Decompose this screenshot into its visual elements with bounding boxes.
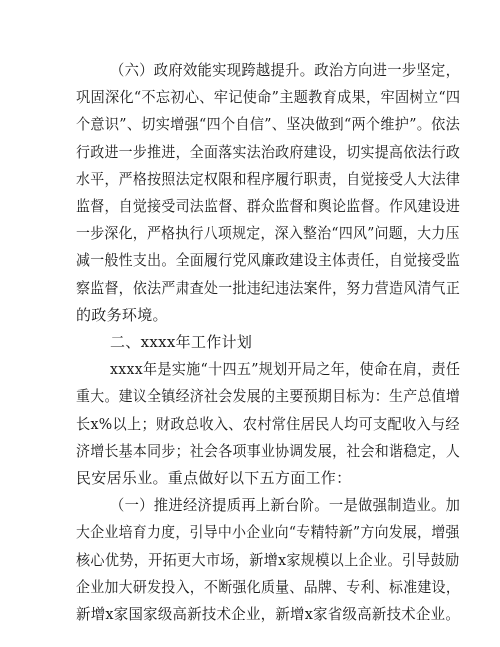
section-heading: 二、xxxx年工作计划	[110, 333, 253, 351]
paragraph-line: 大企业培育力度，引导中小企业向“专精特新”方向发展，增强	[76, 523, 460, 542]
paragraph-line: 一步深化，严格执行八项规定，深入整治“四风”问题，大力压	[76, 224, 460, 243]
paragraph-line: （一）推进经济提质再上新台阶。一是做强制造业。加	[110, 496, 461, 515]
paragraph-line: 巩固深化“不忘初心、牢记使命”主题教育成果，牢固树立“四	[76, 88, 461, 107]
paragraph-line: 察监督，依法严肃查处一批违纪违法案件，努力营造风清气正	[76, 278, 461, 297]
paragraph-line: 的政务环境。	[76, 305, 168, 324]
paragraph-line: 监督，自觉接受司法监督、群众监督和舆论监督。作风建设进	[76, 197, 461, 215]
paragraph-line: 减一般性支出。全面履行党风廉政建设主体责任，自觉接受监	[76, 251, 461, 270]
paragraph-line: （六）政府效能实现跨越提升。政治方向进一步坚定，	[110, 61, 461, 79]
paragraph-line: 行政进一步推进，全面落实法治政府建设，切实提高依法行政	[76, 142, 461, 161]
paragraph-line: 企业加大研发投入，不断强化质量、品牌、专利、标准建设，	[76, 577, 461, 596]
paragraph-line: 济增长基本同步；社会各项事业协调发展，社会和谐稳定，人	[76, 441, 461, 460]
paragraph-line: 核心优势，开拓更大市场，新增x家规模以上企业。引导鼓励	[76, 550, 460, 569]
paragraph-line: 长x%以上；财政总收入、农村常住居民人均可支配收入与经	[76, 414, 460, 433]
paragraph-line: 新增x家国家级高新技术企业，新增x家省级高新技术企业。	[76, 605, 461, 623]
paragraph-line: 个意识”、切实增强“四个自信”、坚决做到“两个维护”。依法	[76, 115, 461, 134]
paragraph-line: 重大。建议全镇经济社会发展的主要预期目标为：生产总值增	[76, 387, 461, 406]
paragraph-line: 水平，严格按照法定权限和程序履行职责，自觉接受人大法律	[76, 169, 461, 188]
paragraph-line: xxxx年是实施“十四五”规划开局之年，使命在肩，责任	[110, 360, 461, 379]
paragraph-line: 民安居乐业。重点做好以下五方面工作：	[76, 469, 352, 487]
